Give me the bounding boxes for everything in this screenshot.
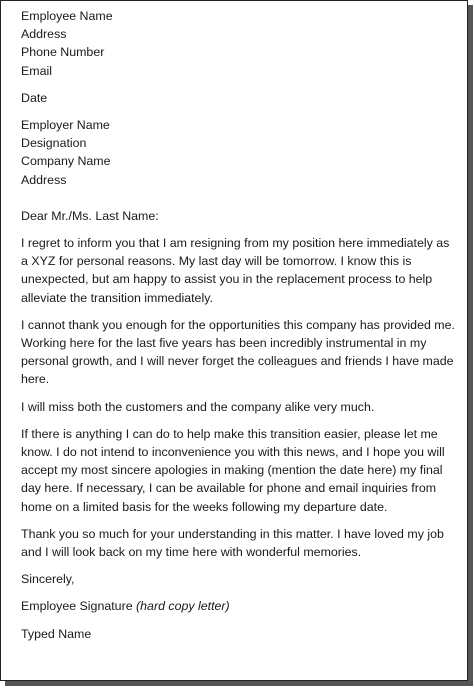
letter-date: Date: [21, 90, 48, 105]
signature-line: [21, 597, 457, 615]
paragraph-1: I regret to inform you that I am resigning from my position here immediately as a XYZ for personal reasons. My last day will be tomorrow. I know this is unexpected, but am happy to assist you in the replacement process to help alleviate the transition immediately.: [21, 236, 450, 305]
paragraph-3: I will miss both the customers and the company alike very much.: [21, 399, 375, 414]
sender-phone: Phone Number: [21, 45, 105, 60]
sender-address: Address: [21, 27, 67, 42]
typed-name: Typed Name: [21, 626, 92, 641]
recipient-block: [21, 116, 457, 189]
recipient-name: Employer Name: [21, 118, 110, 133]
signature-label: Employee Signature: [21, 599, 137, 614]
recipient-designation: Designation: [21, 136, 87, 151]
paragraph-4: If there is anything I can do to help make this transition easier, please let me know. I do not intend to inconvenience you with this news, and I hope you will accept my most sincere apologies in making (mention the date here) my final day here. If necessary, I can be available for phone and email inquiries from home on a limited basis for the weeks following my departure date.: [21, 426, 445, 514]
letter-body: [21, 7, 457, 652]
sender-name: Employee Name: [21, 9, 113, 23]
paragraph-5: Thank you so much for your understanding in this matter. I have loved my job and I will look back on my time here with wonderful memories.: [21, 526, 444, 560]
sender-block: [21, 7, 457, 80]
sender-email: Email: [21, 63, 52, 78]
closing: Sincerely,: [21, 572, 75, 587]
salutation: Dear Mr./Ms. Last Name:: [21, 208, 159, 223]
recipient-address: Address: [21, 172, 67, 187]
paragraph-2: I cannot thank you enough for the opportunities this company has provided me. Working here for the last five years has been incredibly instrumental in my personal growth, and I will never forget the colleagues and friends I have made here.: [21, 317, 455, 387]
recipient-company: Company Name: [21, 154, 111, 169]
signature-note: (hard copy letter): [136, 599, 230, 614]
